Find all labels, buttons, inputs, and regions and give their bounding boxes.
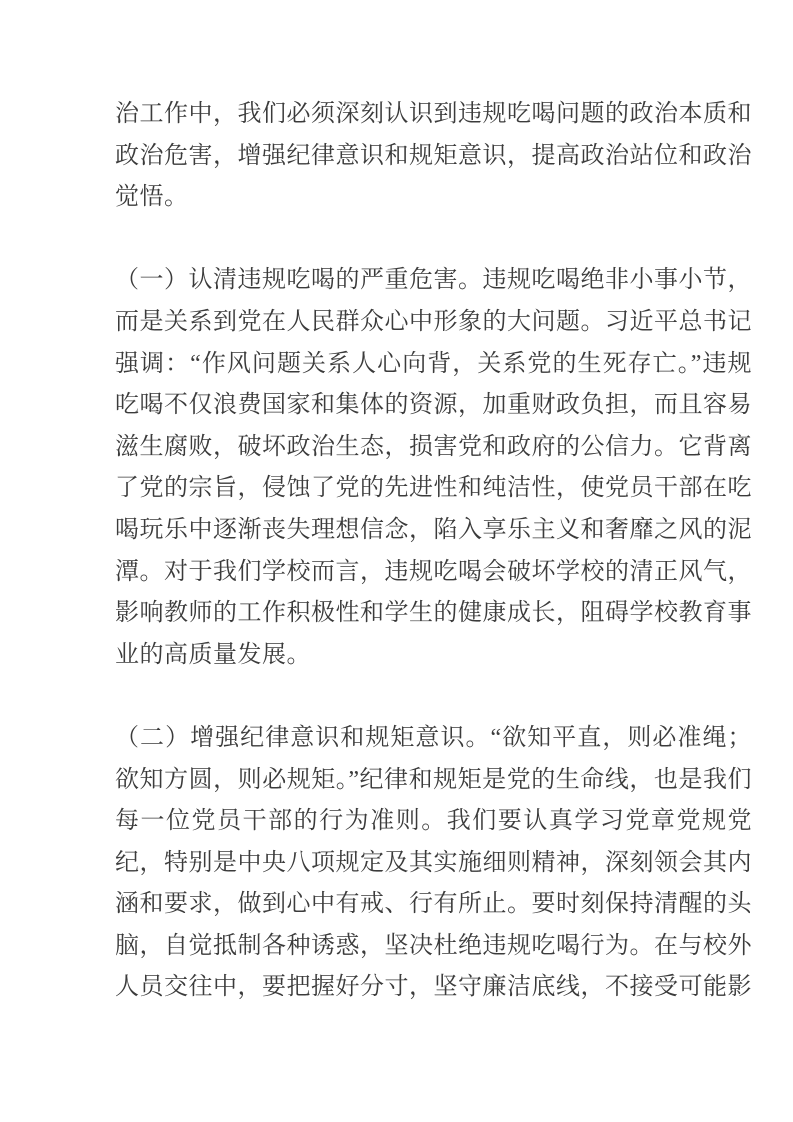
paragraph-point-1: （一）认清违规吃喝的严重危害。违规吃喝绝非小事小节，而是关系到党在人民群众心中形象的大问题。习近平总书记强调：“作风问题关系人心向背，关系党的生死存亡。”违规吃喝不仅浪费国家和集体的资源，加重财政负担，而且容易滋生腐败，破坏政治生态，损害党和政府的公信力。它背离了党的宗旨，侵蚀了党的先进性和纯洁性，使党员干部在吃喝玩乐中逐渐丧失理想信念，陷入享乐主义和奢靡之风的泥潭。对于我们学校而言，违规吃喝会破坏学校的清正风气，影响教师的工作积极性和学生的健康成长，阻碍学校教育事业的高质量发展。 — [115, 267, 752, 668]
paragraph-continuation: 治工作中，我们必须深刻认识到违规吃喝问题的政治本质和政治危害，增强纪律意识和规矩意识，提高政治站位和政治觉悟。 — [115, 101, 752, 211]
document-body — [115, 94, 752, 1009]
paragraph-point-2: （二）增强纪律意识和规矩意识。“欲知平直，则必准绳；欲知方圆，则必规矩。”纪律和规矩是党的生命线，也是我们每一位党员干部的行为准则。我们要认真学习党章党规党纪，特别是中央八项规定及其实施细则精神，深刻领会其内涵和要求，做到心中有戒、行有所止。要时刻保持清醒的头脑，自觉抵制各种诱惑，坚决杜绝违规吃喝行为。在与校外人员交往中，要把握好分寸，坚守廉洁底线，不接受可能影 — [115, 724, 752, 1001]
